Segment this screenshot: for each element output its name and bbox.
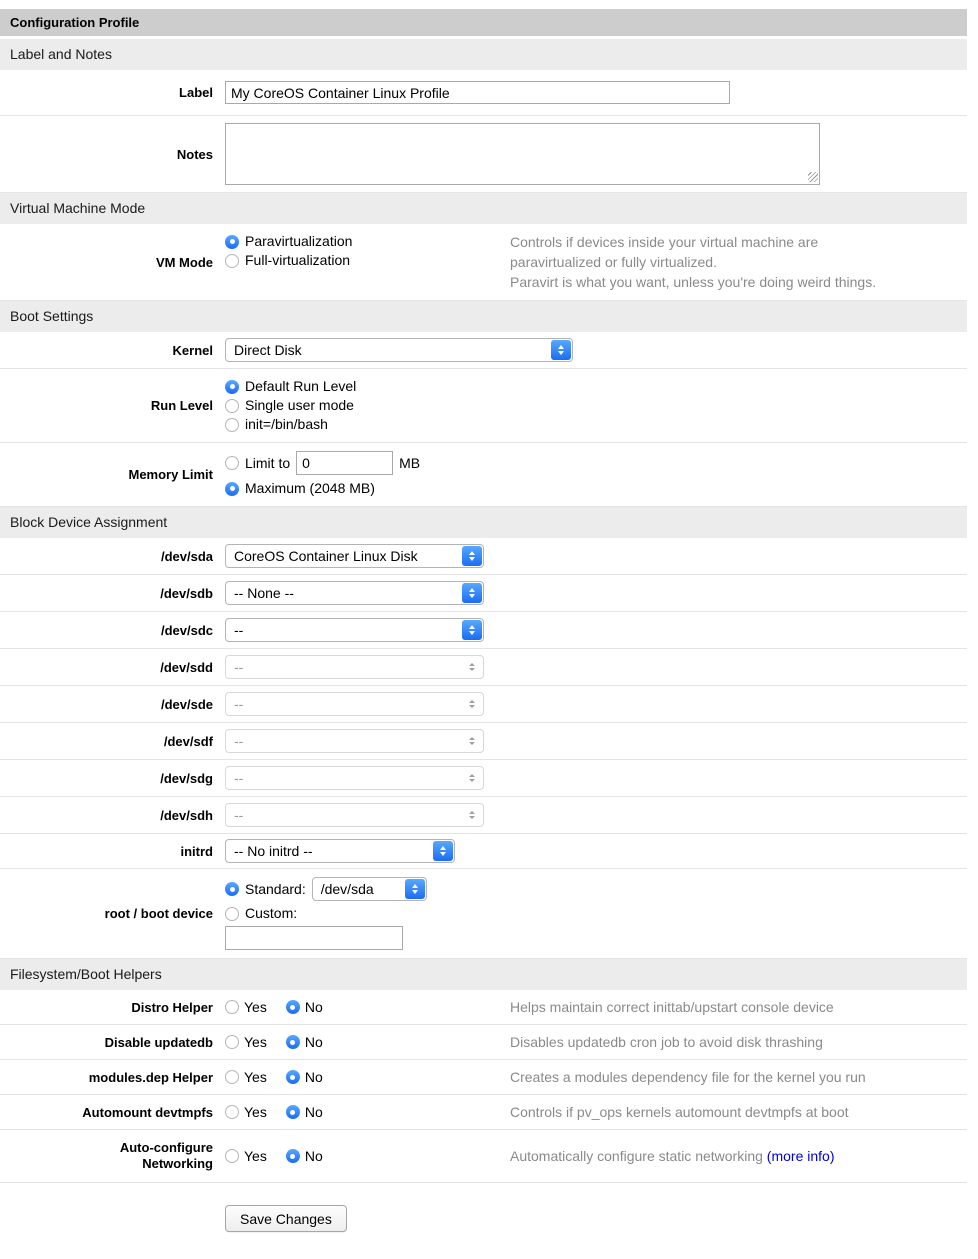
chevron-up-down-icon bbox=[462, 805, 482, 825]
disable-updatedb-help-text: Disables updatedb cron job to avoid disk thrashing bbox=[510, 1034, 823, 1050]
kernel-row bbox=[0, 332, 967, 369]
section-block-device-assignment: Block Device Assignment bbox=[0, 507, 967, 538]
device-row-sdh bbox=[0, 797, 967, 834]
radio-modules-dep-yes-label[interactable]: Yes bbox=[244, 1069, 267, 1085]
device-select-sdf: -- bbox=[225, 729, 484, 753]
auto-configure-networking-row bbox=[0, 1130, 967, 1183]
radio-init-bin-bash-label[interactable]: init=/bin/bash bbox=[245, 416, 328, 432]
device-label-sdb: /dev/sdb bbox=[160, 585, 213, 601]
device-label-sda: /dev/sda bbox=[160, 548, 213, 564]
radio-automount-devtmpfs-yes[interactable] bbox=[225, 1105, 239, 1119]
notes-row bbox=[0, 116, 967, 193]
radio-limit-to[interactable] bbox=[225, 456, 239, 470]
radio-distro-helper-yes-label[interactable]: Yes bbox=[244, 999, 267, 1015]
device-label-sdg: /dev/sdg bbox=[160, 770, 213, 786]
save-changes-button[interactable]: Save Changes bbox=[225, 1205, 347, 1232]
radio-init-bin-bash[interactable] bbox=[225, 418, 239, 432]
radio-modules-dep-no-label[interactable]: No bbox=[304, 1069, 323, 1085]
page-title: Configuration Profile bbox=[0, 9, 967, 36]
radio-distro-helper-no[interactable] bbox=[286, 1000, 300, 1014]
radio-standard-device[interactable] bbox=[225, 882, 239, 896]
radio-disable-updatedb-no[interactable] bbox=[286, 1035, 300, 1049]
radio-full-virtualization-label[interactable]: Full-virtualization bbox=[245, 252, 351, 268]
section-boot-settings: Boot Settings bbox=[0, 301, 967, 332]
section-virtual-machine-mode: Virtual Machine Mode bbox=[0, 193, 967, 224]
radio-default-run-level[interactable] bbox=[225, 380, 239, 394]
device-select-sda[interactable]: CoreOS Container Linux Disk bbox=[225, 544, 484, 568]
memory-unit-label: MB bbox=[399, 454, 421, 471]
disable-updatedb-row bbox=[0, 1025, 967, 1060]
disable-updatedb-label: Disable updatedb bbox=[104, 1034, 213, 1050]
notes-textarea[interactable] bbox=[225, 123, 820, 185]
run-level-label: Run Level bbox=[150, 398, 213, 413]
radio-default-run-level-label[interactable]: Default Run Level bbox=[245, 378, 357, 394]
radio-distro-helper-no-label[interactable]: No bbox=[304, 999, 323, 1015]
modules-dep-help-text: Creates a modules dependency file for the kernel you run bbox=[510, 1069, 866, 1085]
resize-grip-icon[interactable] bbox=[808, 172, 818, 182]
memory-limit-row bbox=[0, 443, 967, 507]
radio-auto-configure-no-label[interactable]: No bbox=[304, 1148, 323, 1164]
section-filesystem-boot-helpers: Filesystem/Boot Helpers bbox=[0, 959, 967, 990]
radio-automount-devtmpfs-yes-label[interactable]: Yes bbox=[244, 1104, 267, 1120]
automount-devtmpfs-help-text: Controls if pv_ops kernels automount devtmpfs at boot bbox=[510, 1104, 849, 1120]
label-input[interactable] bbox=[225, 81, 730, 104]
modules-dep-helper-label: modules.dep Helper bbox=[88, 1069, 213, 1085]
radio-disable-updatedb-no-label[interactable]: No bbox=[304, 1034, 323, 1050]
radio-paravirtualization-label[interactable]: Paravirtualization bbox=[245, 233, 353, 249]
chevron-up-down-icon bbox=[462, 657, 482, 677]
radio-auto-configure-yes[interactable] bbox=[225, 1149, 239, 1163]
device-select-sdg: -- bbox=[225, 766, 484, 790]
label-field-label: Label bbox=[179, 85, 213, 100]
distro-helper-row bbox=[0, 990, 967, 1025]
radio-single-user-mode-label[interactable]: Single user mode bbox=[245, 397, 354, 413]
chevron-up-down-icon bbox=[462, 620, 482, 640]
device-row-sdb bbox=[0, 575, 967, 612]
modules-dep-helper-row bbox=[0, 1060, 967, 1095]
kernel-label: Kernel bbox=[172, 342, 213, 358]
radio-automount-devtmpfs-no-label[interactable]: No bbox=[304, 1104, 323, 1120]
device-row-sdc bbox=[0, 612, 967, 649]
device-label-sdh: /dev/sdh bbox=[160, 807, 213, 823]
device-label-sdc: /dev/sdc bbox=[160, 622, 213, 638]
chevron-up-down-icon bbox=[462, 546, 482, 566]
chevron-up-down-icon bbox=[433, 841, 453, 861]
automount-devtmpfs-label: Automount devtmpfs bbox=[82, 1104, 213, 1120]
radio-modules-dep-yes[interactable] bbox=[225, 1070, 239, 1084]
chevron-up-down-icon bbox=[405, 879, 425, 899]
device-label-sde: /dev/sde bbox=[160, 696, 213, 712]
initrd-select[interactable]: -- No initrd -- bbox=[225, 839, 455, 863]
vm-mode-help-text: Controls if devices inside your virtual machine are paravirtualized or fully virtualized. Paravirt is what you want, unless you're doing weird things. bbox=[510, 234, 877, 290]
device-row-sdd bbox=[0, 649, 967, 686]
standard-device-select[interactable]: /dev/sda bbox=[312, 877, 427, 901]
more-info-link[interactable]: (more info) bbox=[766, 1148, 835, 1164]
radio-disable-updatedb-yes-label[interactable]: Yes bbox=[244, 1034, 267, 1050]
radio-single-user-mode[interactable] bbox=[225, 399, 239, 413]
radio-standard-device-label[interactable]: Standard: bbox=[245, 880, 306, 897]
root-boot-device-label: root / boot device bbox=[104, 906, 213, 921]
distro-helper-label: Distro Helper bbox=[131, 999, 213, 1015]
device-select-sdc[interactable]: -- bbox=[225, 618, 484, 642]
radio-disable-updatedb-yes[interactable] bbox=[225, 1035, 239, 1049]
radio-limit-to-label[interactable]: Limit to bbox=[245, 454, 291, 471]
device-row-sda bbox=[0, 538, 967, 575]
notes-field-label: Notes bbox=[176, 146, 213, 162]
chevron-up-down-icon bbox=[551, 340, 571, 360]
device-select-sdd: -- bbox=[225, 655, 484, 679]
chevron-up-down-icon bbox=[462, 694, 482, 714]
radio-custom-device[interactable] bbox=[225, 907, 239, 921]
device-select-sdh: -- bbox=[225, 803, 484, 827]
memory-limit-label: Memory Limit bbox=[128, 467, 213, 482]
root-boot-device-row bbox=[0, 869, 967, 959]
radio-auto-configure-no[interactable] bbox=[286, 1149, 300, 1163]
auto-configure-networking-label: Auto-configure Networking bbox=[119, 1140, 213, 1171]
chevron-up-down-icon bbox=[462, 768, 482, 788]
radio-maximum-memory-label[interactable]: Maximum (2048 MB) bbox=[245, 480, 375, 496]
memory-limit-input[interactable] bbox=[296, 451, 393, 475]
kernel-select[interactable]: Direct Disk bbox=[225, 338, 573, 362]
radio-auto-configure-yes-label[interactable]: Yes bbox=[244, 1148, 267, 1164]
radio-custom-device-label[interactable]: Custom: bbox=[245, 905, 298, 921]
distro-helper-help-text: Helps maintain correct inittab/upstart console device bbox=[510, 999, 834, 1015]
initrd-row bbox=[0, 834, 967, 869]
automount-devtmpfs-row bbox=[0, 1095, 967, 1130]
chevron-up-down-icon bbox=[462, 583, 482, 603]
radio-paravirtualization[interactable] bbox=[225, 235, 239, 249]
device-label-sdf: /dev/sdf bbox=[163, 733, 213, 749]
device-row-sdg bbox=[0, 760, 967, 797]
radio-maximum-memory[interactable] bbox=[225, 482, 239, 496]
radio-distro-helper-yes[interactable] bbox=[225, 1000, 239, 1014]
section-label-and-notes: Label and Notes bbox=[0, 39, 967, 70]
device-select-sde: -- bbox=[225, 692, 484, 716]
device-select-sdb[interactable]: -- None -- bbox=[225, 581, 484, 605]
label-row bbox=[0, 70, 967, 116]
chevron-up-down-icon bbox=[462, 731, 482, 751]
auto-configure-help-text: Automatically configure static networking (more info) bbox=[510, 1148, 835, 1164]
save-area bbox=[0, 1183, 967, 1259]
run-level-row bbox=[0, 369, 967, 443]
vm-mode-row bbox=[0, 224, 967, 301]
radio-modules-dep-no[interactable] bbox=[286, 1070, 300, 1084]
radio-full-virtualization[interactable] bbox=[225, 254, 239, 268]
radio-automount-devtmpfs-no[interactable] bbox=[286, 1105, 300, 1119]
device-row-sde bbox=[0, 686, 967, 723]
device-row-sdf bbox=[0, 723, 967, 760]
custom-device-input[interactable] bbox=[225, 926, 403, 950]
device-label-sdd: /dev/sdd bbox=[160, 659, 213, 675]
initrd-label: initrd bbox=[180, 843, 213, 859]
vm-mode-label: VM Mode bbox=[155, 254, 213, 270]
